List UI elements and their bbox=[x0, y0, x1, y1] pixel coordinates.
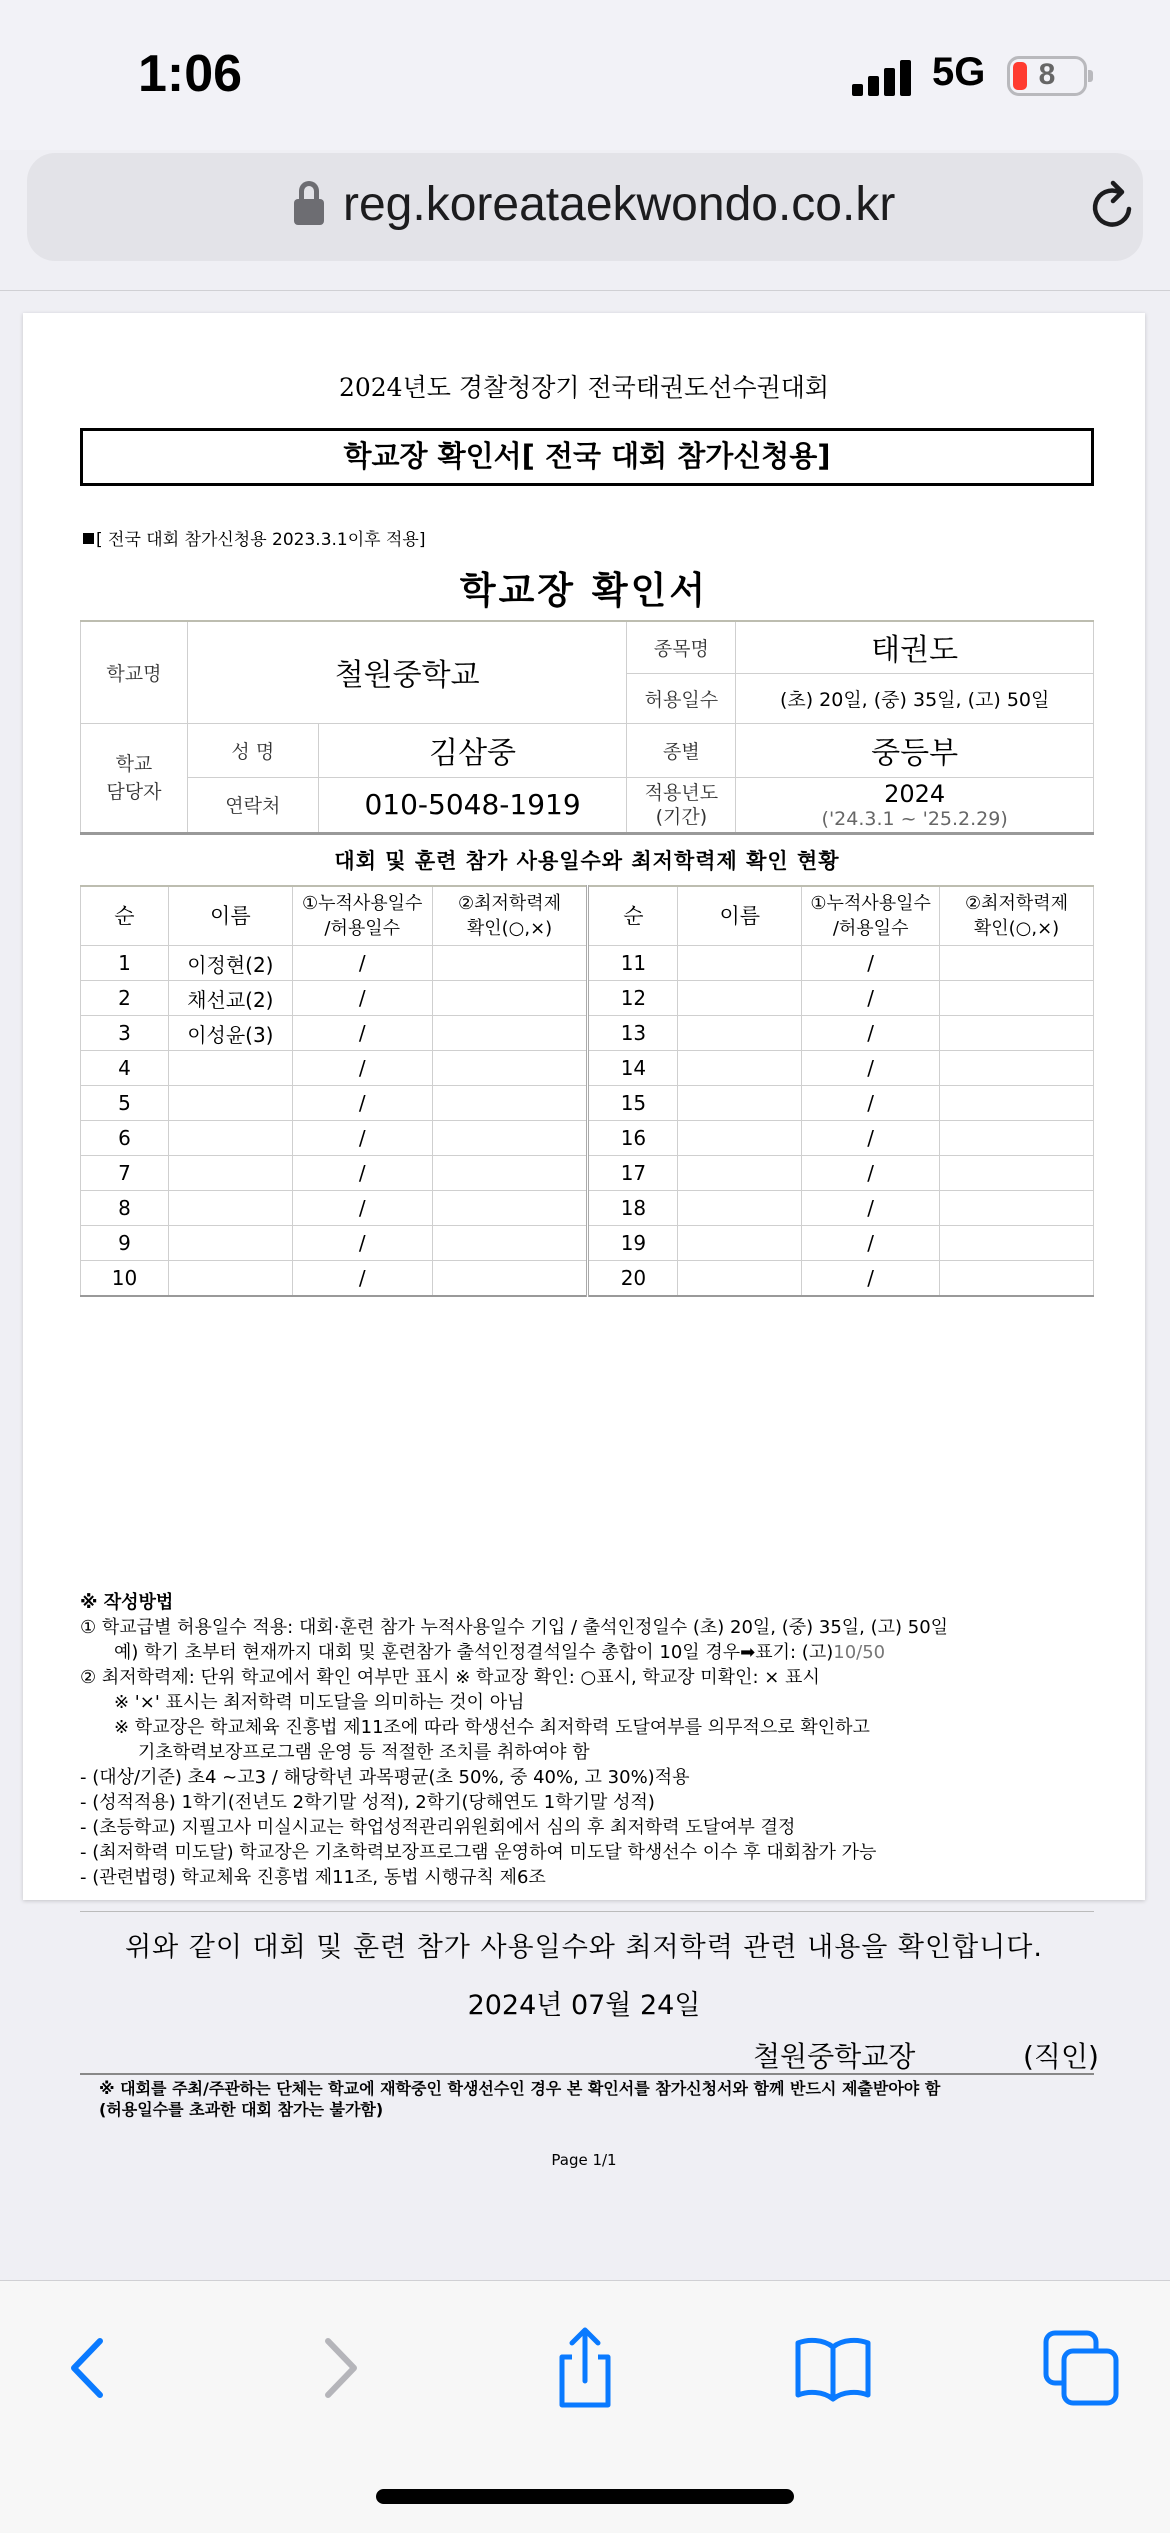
row-name-2 bbox=[678, 1016, 802, 1051]
col-name-2: 이름 bbox=[678, 886, 802, 946]
row-days-2: / bbox=[802, 1226, 940, 1261]
confirmation-text: 위와 같이 대회 및 훈련 참가 사용일수와 최저학력 관련 내용을 확인합니다. bbox=[125, 1932, 1043, 1963]
row-days-2: / bbox=[802, 1156, 940, 1191]
row-no-2: 17 bbox=[588, 1156, 678, 1191]
row-no-2: 11 bbox=[588, 946, 678, 981]
school-label: 학교명 bbox=[81, 621, 188, 723]
document-main-title: 학교장 확인서 bbox=[459, 569, 709, 612]
row-no: 9 bbox=[81, 1226, 169, 1261]
row-no-2: 20 bbox=[588, 1261, 678, 1297]
table-row bbox=[81, 946, 1094, 981]
row-check bbox=[432, 1191, 588, 1226]
table-row bbox=[81, 1086, 1094, 1121]
col-days-2: ①누적사용일수 /허용일수 bbox=[802, 886, 940, 946]
row-name-2 bbox=[678, 981, 802, 1016]
row-days: / bbox=[292, 1016, 432, 1051]
row-check-2 bbox=[940, 1156, 1094, 1191]
row-name: 이성윤(3) bbox=[168, 1016, 292, 1051]
official-seal: (직인) bbox=[1023, 2040, 1099, 2073]
divider bbox=[80, 1911, 1094, 1912]
row-days-2: / bbox=[802, 1086, 940, 1121]
event-name: 태권도 bbox=[736, 621, 1094, 673]
row-check-2 bbox=[940, 1191, 1094, 1226]
back-icon[interactable] bbox=[44, 2323, 134, 2413]
participation-table bbox=[80, 885, 1094, 1297]
row-days: / bbox=[292, 1086, 432, 1121]
row-name-2 bbox=[678, 1226, 802, 1261]
share-icon[interactable] bbox=[540, 2323, 630, 2413]
info-table bbox=[80, 620, 1094, 835]
row-check-2 bbox=[940, 1261, 1094, 1297]
row-name-2 bbox=[678, 946, 802, 981]
col-check: ②최저학력제 확인(○,×) bbox=[432, 886, 588, 946]
table-row bbox=[81, 1226, 1094, 1261]
row-name-2 bbox=[678, 1121, 802, 1156]
row-days-2: / bbox=[802, 981, 940, 1016]
row-days: / bbox=[292, 946, 432, 981]
row-check-2 bbox=[940, 1121, 1094, 1156]
row-name-2 bbox=[678, 1191, 802, 1226]
row-name bbox=[168, 1051, 292, 1086]
status-time: 1:06 bbox=[138, 45, 243, 103]
row-days: / bbox=[292, 1261, 432, 1297]
row-no: 7 bbox=[81, 1156, 169, 1191]
row-check bbox=[432, 1156, 588, 1191]
allowed-days: (초) 20일, (중) 35일, (고) 50일 bbox=[736, 673, 1094, 723]
method-9: - (관련법령) 학교체육 진흥법 제11조, 동법 시행규칙 제6조 bbox=[80, 1867, 546, 1888]
row-check bbox=[432, 1121, 588, 1156]
row-check-2 bbox=[940, 1086, 1094, 1121]
instructions bbox=[80, 1590, 1110, 1890]
reload-icon[interactable] bbox=[1085, 179, 1141, 235]
table-row bbox=[81, 1121, 1094, 1156]
table-row bbox=[81, 981, 1094, 1016]
battery-icon bbox=[1007, 56, 1087, 96]
year: 2024 bbox=[884, 779, 946, 808]
row-days-2: / bbox=[802, 1016, 940, 1051]
forward-icon[interactable] bbox=[294, 2323, 384, 2413]
battery-level: 8 bbox=[1038, 58, 1056, 91]
row-no: 10 bbox=[81, 1261, 169, 1297]
contact: 010-5048-1919 bbox=[318, 777, 627, 833]
row-check bbox=[432, 1051, 588, 1086]
school-name: 철원중학교 bbox=[187, 621, 627, 723]
row-name-2 bbox=[678, 1086, 802, 1121]
col-days: ①누적사용일수 /허용일수 bbox=[292, 886, 432, 946]
row-check bbox=[432, 1086, 588, 1121]
method-8: - (최저학력 미도달) 학교장은 기초학력보장프로그램 운영하여 미도달 학생선수 이수 후 대회참가 가능 bbox=[80, 1842, 877, 1863]
row-days: / bbox=[292, 1156, 432, 1191]
address-bar[interactable] bbox=[27, 153, 1143, 261]
row-name: 이정현(2) bbox=[168, 946, 292, 981]
row-days: / bbox=[292, 1051, 432, 1086]
row-no: 2 bbox=[81, 981, 169, 1016]
row-days-2: / bbox=[802, 1121, 940, 1156]
col-no: 순 bbox=[81, 886, 169, 946]
category: 중등부 bbox=[736, 723, 1094, 777]
row-days-2: / bbox=[802, 946, 940, 981]
name-label: 성 명 bbox=[187, 723, 318, 777]
cellular-signal-icon bbox=[852, 60, 912, 96]
method-1a: ① 학교급별 허용일수 적용: 대회·훈련 참가 누적사용일수 기입 / 출석인정일수 (초) 20일, (중) 35일, (고) 50일 bbox=[80, 1617, 949, 1638]
manager-label: 학교 담당자 bbox=[81, 723, 188, 833]
row-days: / bbox=[292, 981, 432, 1016]
table-row bbox=[81, 1261, 1094, 1297]
row-check-2 bbox=[940, 981, 1094, 1016]
method-1b: 예) 학기 초부터 현재까지 대회 및 훈련참가 출석인정결석일수 총합이 10일 경우➡표기: (고)10/50 bbox=[114, 1642, 886, 1663]
row-check bbox=[432, 1016, 588, 1051]
document-header: 2024년도 경찰청장기 전국태권도선수권대회 bbox=[338, 373, 830, 402]
row-no-2: 18 bbox=[588, 1191, 678, 1226]
method-4b: 기초학력보장프로그램 운영 등 적절한 조치를 취하여야 함 bbox=[138, 1742, 590, 1763]
row-check bbox=[432, 1226, 588, 1261]
row-no: 4 bbox=[81, 1051, 169, 1086]
row-name bbox=[168, 1086, 292, 1121]
category-label: 종별 bbox=[627, 723, 736, 777]
row-days: / bbox=[292, 1121, 432, 1156]
row-check bbox=[432, 981, 588, 1016]
method-2: ② 최저학력제: 단위 학교에서 확인 여부만 표시 ※ 학교장 확인: ○표시, 학교장 미확인: × 표시 bbox=[80, 1667, 820, 1688]
event-label: 종목명 bbox=[627, 621, 736, 673]
divider bbox=[80, 2073, 1094, 2075]
row-name-2 bbox=[678, 1051, 802, 1086]
section-title: 대회 및 훈련 참가 사용일수와 최저학력제 확인 현황 bbox=[334, 849, 840, 873]
home-indicator bbox=[376, 2489, 794, 2504]
method-6: - (성적적용) 1학기(전년도 2학기말 성적), 2학기(당해연도 1학기말 성적) bbox=[80, 1792, 655, 1813]
year-label: 적용년도 (기간) bbox=[627, 777, 736, 833]
row-name bbox=[168, 1261, 292, 1297]
row-check bbox=[432, 946, 588, 981]
document-date: 2024년 07월 24일 bbox=[467, 1990, 701, 2021]
row-no-2: 12 bbox=[588, 981, 678, 1016]
method-4a: ※ 학교장은 학교체육 진흥법 제11조에 따라 학생선수 최저학력 도달여부를 의무적으로 확인하고 bbox=[114, 1717, 870, 1738]
row-check bbox=[432, 1261, 588, 1297]
method-7: - (초등학교) 지필고사 미실시교는 학업성적관리위원회에서 심의 후 최저학력 도달여부 결정 bbox=[80, 1817, 796, 1838]
method-3: ※ '×' 표시는 최저학력 미도달을 의미하는 것이 아님 bbox=[114, 1692, 525, 1713]
principal-signature: 철원중학교장 bbox=[753, 2040, 916, 2073]
status-bar bbox=[0, 0, 1170, 150]
row-days: / bbox=[292, 1191, 432, 1226]
table-row bbox=[81, 1191, 1094, 1226]
row-check-2 bbox=[940, 1051, 1094, 1086]
row-no-2: 19 bbox=[588, 1226, 678, 1261]
row-check-2 bbox=[940, 1226, 1094, 1261]
row-no: 3 bbox=[81, 1016, 169, 1051]
row-no-2: 15 bbox=[588, 1086, 678, 1121]
year-cell bbox=[736, 777, 1094, 833]
document-page bbox=[23, 313, 1145, 2169]
tabs-icon[interactable] bbox=[1036, 2323, 1126, 2413]
row-no: 8 bbox=[81, 1191, 169, 1226]
col-name: 이름 bbox=[168, 886, 292, 946]
row-name bbox=[168, 1121, 292, 1156]
manager-name: 김삼중 bbox=[318, 723, 627, 777]
col-no-2: 순 bbox=[588, 886, 678, 946]
row-name bbox=[168, 1226, 292, 1261]
row-days-2: / bbox=[802, 1191, 940, 1226]
row-no-2: 16 bbox=[588, 1121, 678, 1156]
allowed-days-label: 허용일수 bbox=[627, 673, 736, 723]
method-title: ※ 작성방법 bbox=[80, 1592, 174, 1613]
col-check-2: ②최저학력제 확인(○,×) bbox=[940, 886, 1094, 946]
row-no: 5 bbox=[81, 1086, 169, 1121]
row-no: 1 bbox=[81, 946, 169, 981]
page-number: Page 1/1 bbox=[551, 2151, 617, 2169]
row-name-2 bbox=[678, 1261, 802, 1297]
row-no: 6 bbox=[81, 1121, 169, 1156]
method-5: - (대상/기준) 초4 ~고3 / 해당학년 과목평균(초 50%, 중 40%, 고 30%)적용 bbox=[80, 1767, 690, 1788]
row-name-2 bbox=[678, 1156, 802, 1191]
document-note: [ 전국 대회 참가신청용 2023.3.1이후 적용] bbox=[83, 525, 425, 550]
network-type: 5G bbox=[932, 50, 986, 94]
row-no-2: 14 bbox=[588, 1051, 678, 1086]
row-name bbox=[168, 1191, 292, 1226]
table-row bbox=[81, 1051, 1094, 1086]
row-name bbox=[168, 1156, 292, 1191]
footnote: ※ 대회를 주최/주관하는 단체는 학교에 재학중인 학생선수인 경우 본 확인서를 참가신청서와 함께 반드시 제출받아야 함 (허용일수를 초과한 대회 참가는 불가함) bbox=[99, 2079, 941, 2119]
row-check-2 bbox=[940, 1016, 1094, 1051]
row-no-2: 13 bbox=[588, 1016, 678, 1051]
row-days-2: / bbox=[802, 1051, 940, 1086]
period: ('24.3.1 ~ '25.2.29) bbox=[821, 807, 1008, 830]
table-row bbox=[81, 1016, 1094, 1051]
row-check-2 bbox=[940, 946, 1094, 981]
row-days: / bbox=[292, 1226, 432, 1261]
url-text[interactable]: reg.koreataekwondo.co.kr bbox=[343, 178, 896, 231]
row-name: 채선교(2) bbox=[168, 981, 292, 1016]
table-row bbox=[81, 1156, 1094, 1191]
row-days-2: / bbox=[802, 1261, 940, 1297]
document-title-box: 학교장 확인서[ 전국 대회 참가신청용] bbox=[80, 428, 1094, 486]
lock-icon bbox=[294, 181, 324, 225]
contact-label: 연락처 bbox=[187, 777, 318, 833]
bookmarks-icon[interactable] bbox=[788, 2323, 878, 2413]
